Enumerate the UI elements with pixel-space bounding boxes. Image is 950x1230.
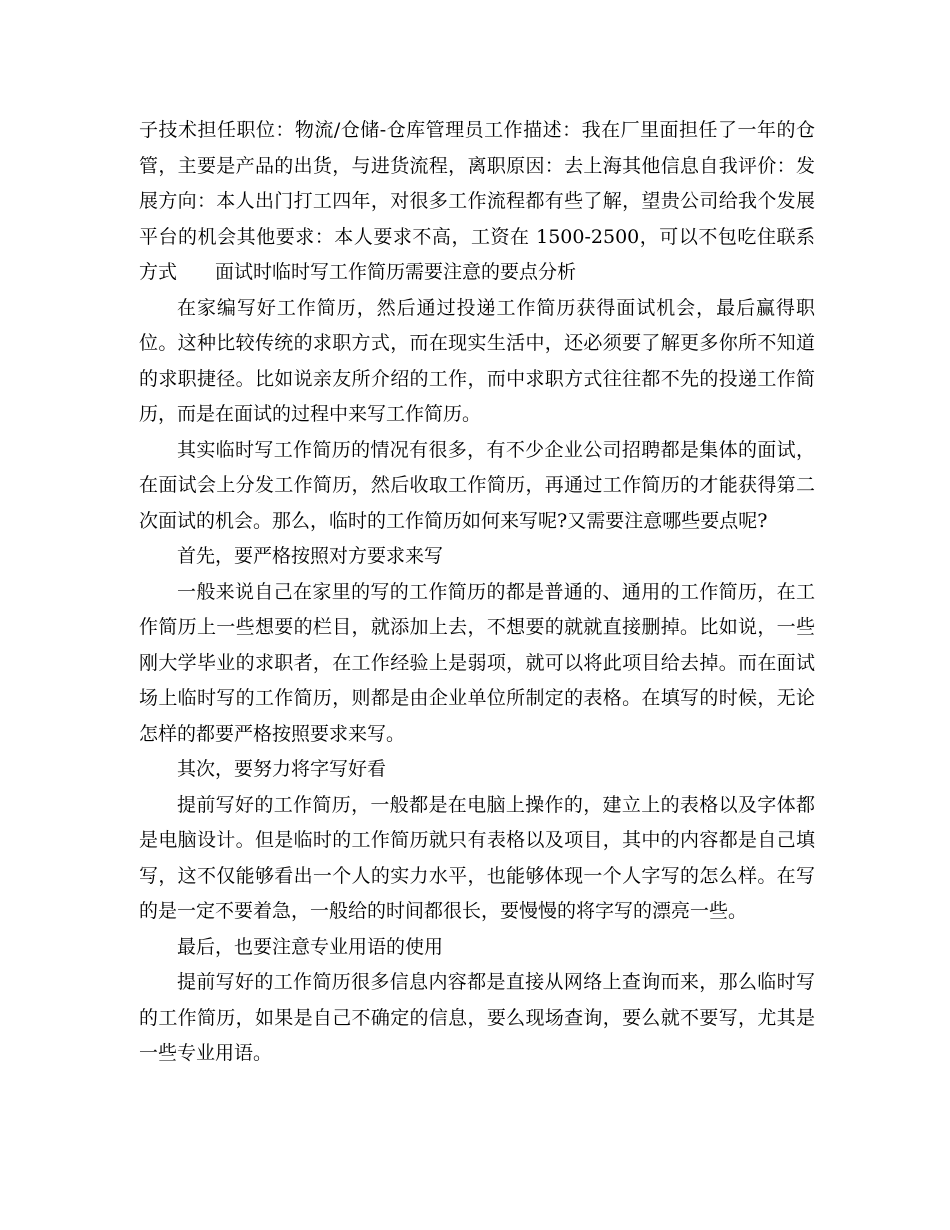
paragraph-second-point: 提前写好的工作简历，一般都是在电脑上操作的，建立上的表格以及字体都是电脑设计。但是临时的工作简历就只有表格以及项目，其中的内容都是自己填写，这不仅能够看出一个人的实力水平，也能够体现一个人字写的怎么样。在写的是一定不要着急，一般给的时间都很长，要慢慢的将字写的漂亮一些。	[139, 793, 815, 922]
paragraph-first-point: 一般来说自己在家里的写的工作简历的都是普通的、通用的工作简历，在工作简历上一些想要的栏目，就添加上去，不想要的就就直接删掉。比如说，一些刚大学毕业的求职者，在工作经验上是弱项，就可以将此项目给去掉。而在面试场上临时写的工作简历，则都是由企业单位所制定的表格。在填写的时候，无论怎样的都要严格按照要求来写。	[139, 580, 815, 745]
heading-second-point: 其次，要努力将字写好看	[177, 758, 387, 780]
heading-third-point: 最后，也要注意专业用语的使用	[177, 935, 444, 958]
paragraph-intro: 在家编写好工作简历，然后通过投递工作简历获得面试机会，最后赢得职位。这种比较传统的求职方式，而在现实生活中，还必须要了解更多你所不知道的求职捷径。比如说亲友所介绍的工作，而中求职方式往往都不先的投递工作简历，而是在面试的过程中来写工作简历。	[139, 296, 815, 425]
paragraph-situation: 其实临时写工作简历的情况有很多，有不少企业公司招聘都是集体的面试，在面试会上分发工作简历，然后收取工作简历，再通过工作简历的才能获得第二次面试的机会。那么，临时的工作简历如何来写呢?又需要注意哪些要点呢?	[139, 438, 815, 532]
heading-first-point: 首先，要严格按照对方要求来写	[177, 545, 444, 567]
paragraph-third-point: 提前写好的工作简历很多信息内容都是直接从网络上查询而来，那么临时写的工作简历，如果是自己不确定的信息，要么现场查询，要么就不要写，尤其是一些专业用语。	[139, 971, 815, 1064]
document-body	[139, 113, 815, 1072]
paragraph-resume-info: 子技术担任职位：物流/仓储-仓库管理员工作描述：我在厂里面担任了一年的仓管，主要是产品的出货，与进货流程，离职原因：去上海其他信息自我评价：发展方向：本人出门打工四年，对很多工作流程都有些了解，望贵公司给我个发展平台的机会其他要求：本人要求不高，工资在 1500-2500，可以不包吃住联系方式 面试时临时写工作简历需要注意的要点分析	[139, 119, 815, 283]
